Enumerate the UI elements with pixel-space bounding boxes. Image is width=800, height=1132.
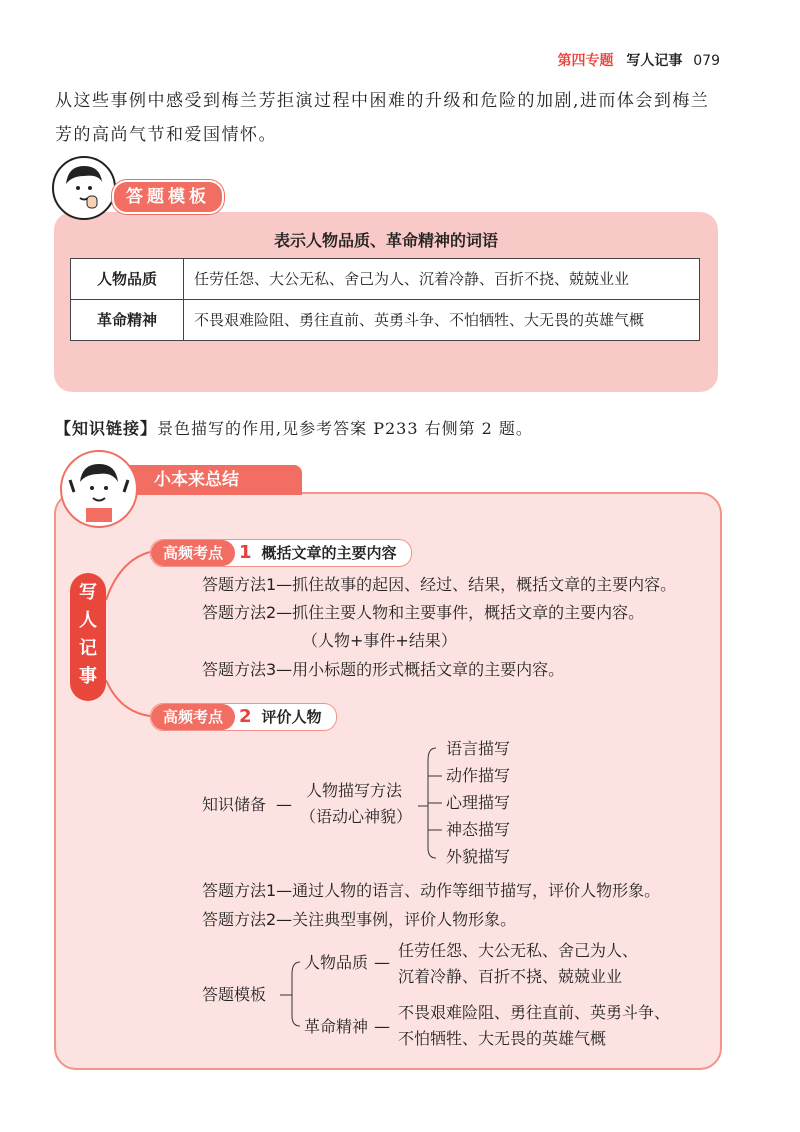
evaluate-method-2: 答题方法2—关注典型事例，评价人物形象。 — [202, 910, 517, 929]
key-point-2 — [150, 703, 337, 731]
row-value: 不畏艰难险阻、勇往直前、英勇斗争、不怕牺牲、大无畏的英雄气概 — [184, 300, 700, 341]
section-label: 第四专题 — [557, 53, 614, 69]
dash: — — [374, 1017, 390, 1036]
spirit-label: 革命精神 — [304, 1017, 369, 1036]
vertical-char: 记 — [79, 638, 97, 659]
row-value: 任劳任怨、大公无私、舍己为人、沉着冷静、百折不挠、兢兢业业 — [184, 259, 700, 300]
method-1: 答题方法1—抓住故事的起因、经过、结果，概括文章的主要内容。 — [202, 575, 677, 594]
key-point-label: 高频考点 — [151, 540, 235, 566]
description-method: 人物描写方法 — [306, 781, 403, 800]
method-2: 答题方法2—抓住主要人物和主要事件，概括文章的主要内容。 — [202, 603, 645, 622]
flame-number: 2 — [239, 706, 252, 727]
template-title: 表示人物品质、革命精神的词语 — [273, 231, 498, 250]
intro-line: 从这些事例中感受到梅兰芳拒演过程中困难的升级和危险的加剧,进而体会到梅兰 — [55, 91, 710, 111]
section-title: 写人记事 — [626, 53, 683, 69]
kind-item: 心理描写 — [446, 793, 511, 812]
intro-line: 芳的高尚气节和爱国情怀。 — [55, 125, 277, 145]
template-bubble: 答题模板 — [112, 180, 224, 214]
kind-item: 语言描写 — [446, 739, 511, 758]
knowledge-reserve: 知识储备 — [202, 795, 267, 814]
key-point-title: 概括文章的主要内容 — [261, 544, 397, 562]
kind-item: 外貌描写 — [446, 847, 511, 866]
kind-item: 神态描写 — [446, 820, 511, 839]
quality-words: 沉着冷静、百折不挠、兢兢业业 — [398, 967, 623, 986]
page-number: 079 — [693, 53, 720, 69]
dash: — — [374, 953, 390, 972]
topic-vertical-label — [70, 573, 106, 701]
key-point-label: 高频考点 — [151, 704, 235, 730]
vertical-char: 写 — [79, 582, 97, 603]
quality-words: 任劳任怨、大公无私、舍己为人、 — [398, 941, 639, 960]
method-2-note: （人物+事件+结果） — [302, 631, 457, 650]
key-point-1 — [150, 539, 412, 567]
evaluate-method-1: 答题方法1—通过人物的语言、动作等细节描写，评价人物形象。 — [202, 881, 661, 900]
vertical-char: 人 — [79, 610, 97, 631]
flame-number: 1 — [239, 542, 252, 563]
description-method-note: （语动心神貌） — [300, 807, 413, 826]
link-label: 【知识链接】 — [55, 419, 158, 438]
key-point-title: 评价人物 — [261, 708, 322, 726]
dash: — — [276, 795, 292, 814]
quality-label: 人物品质 — [304, 953, 369, 972]
row-key: 革命精神 — [71, 300, 184, 341]
answer-template: 答题模板 — [202, 985, 267, 1004]
row-key: 人物品质 — [71, 259, 184, 300]
spirit-words: 不畏艰难险阻、勇往直前、英勇斗争、 — [398, 1003, 671, 1022]
method-3: 答题方法3—用小标题的形式概括文章的主要内容。 — [202, 660, 565, 679]
spirit-words: 不怕牺牲、大无畏的英雄气概 — [398, 1029, 607, 1048]
kind-item: 动作描写 — [446, 766, 511, 785]
summary-tab: 小本来总结 — [118, 465, 302, 495]
vertical-char: 事 — [79, 666, 97, 687]
link-text: 景色描写的作用,见参考答案 P233 右侧第 2 题。 — [157, 419, 533, 438]
